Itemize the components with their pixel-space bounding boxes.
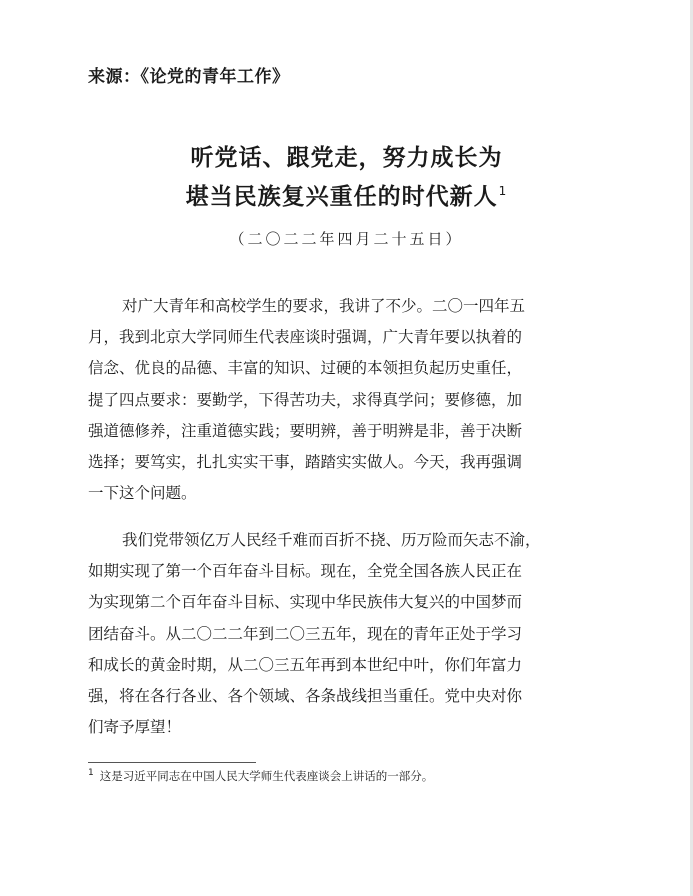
paragraph-2	[88, 525, 608, 743]
paragraph-line: 和成长的黄金时期，从二〇三五年再到本世纪中叶，你们年富力	[88, 655, 523, 674]
paragraph-line: 们寄予厚望！	[88, 718, 182, 737]
paragraph-line: 选择；要笃实，扎扎实实干事，踏踏实实做人。今天，我再强调	[88, 452, 523, 471]
footnote-text: 这是习近平同志在中国人民大学师生代表座谈会上讲话的一部分。	[99, 769, 434, 783]
article-title-line-2	[0, 178, 693, 211]
title-text-1: 听党话、跟党走，努力成长为	[190, 145, 503, 171]
paragraph-line: 信念、优良的品德、丰富的知识、过硬的本领担负起历史重任，	[88, 359, 523, 378]
paragraph-line: 如期实现了第一个百年奋斗目标。现在，全党全国各族人民正在	[88, 562, 523, 581]
paragraph-line: 我们党带领亿万人民经千难而百折不挠、历万险而矢志不渝，	[122, 531, 541, 549]
title-footnote-marker: 1	[498, 184, 508, 199]
footnote-marker: 1	[88, 768, 94, 779]
paragraph-line: 提了四点要求：要勤学，下得苦功夫，求得真学问；要修德，加	[88, 390, 523, 409]
paragraph-line: 为实现第二个百年奋斗目标、实现中华民族伟大复兴的中国梦而	[88, 593, 523, 612]
speech-date: （二〇二二年四月二十五日）	[229, 230, 464, 248]
footnote	[88, 768, 433, 784]
paragraph-line: 强道德修养，注重道德实践；要明辨，善于明辨是非，善于决断	[88, 421, 523, 440]
title-text-2: 堪当民族复兴重任的时代新人	[185, 184, 498, 210]
paragraph-line: 团结奋斗。从二〇二二年到二〇三五年，现在的青年正处于学习	[88, 624, 523, 643]
footnote-divider	[88, 762, 256, 763]
paragraph-1	[88, 291, 608, 509]
paragraph-line: 对广大青年和高校学生的要求，我讲了不少。二〇一四年五	[122, 297, 526, 315]
paragraph-line: 强，将在各行各业、各个领域、各条战线担当重任。党中央对你	[88, 686, 523, 705]
paragraph-line: 一下这个问题。	[88, 484, 197, 503]
article-title-line-1	[0, 139, 693, 172]
paragraph-line: 月，我到北京大学同师生代表座谈时强调，广大青年要以执着的	[88, 328, 523, 347]
source-line: 来源：《论党的青年工作》	[88, 67, 290, 87]
